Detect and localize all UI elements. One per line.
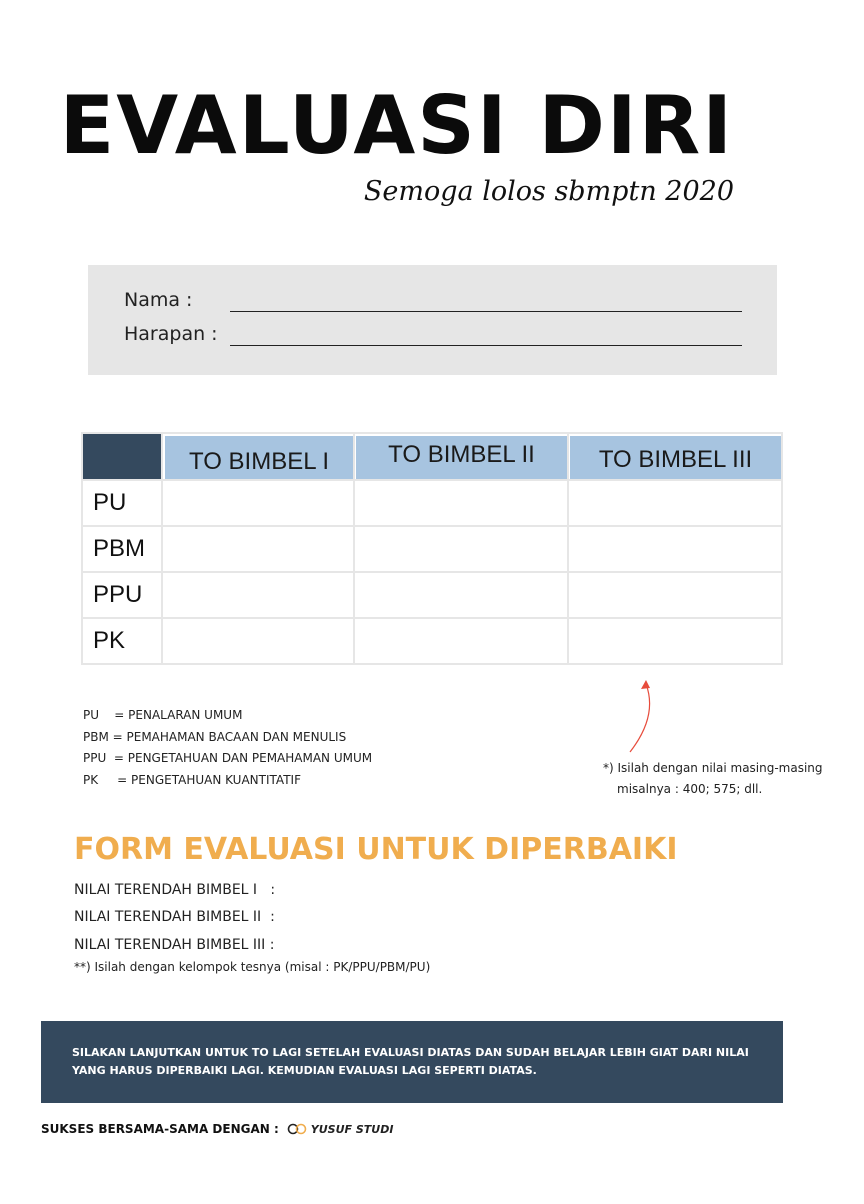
score-cell[interactable] bbox=[355, 619, 567, 663]
hope-label: Harapan : bbox=[124, 323, 218, 345]
form-note: **) Isilah dengan kelompok tesnya (misal : PK/PPU/PBM/PU) bbox=[74, 960, 431, 974]
legend-item: PBM = PEMAHAMAN BACAAN DAN MENULIS bbox=[83, 729, 347, 744]
score-cell[interactable] bbox=[569, 481, 781, 525]
legend-item: PPU = PENGETAHUAN DAN PEMAHAMAN UMUM bbox=[83, 751, 373, 765]
hope-field[interactable] bbox=[230, 344, 742, 346]
score-cell[interactable] bbox=[163, 527, 353, 571]
brand-logo-icon bbox=[287, 1122, 307, 1136]
instruction-banner bbox=[41, 1021, 783, 1103]
row-label-ppu: PPU bbox=[93, 581, 143, 608]
name-field[interactable] bbox=[230, 310, 742, 312]
score-cell[interactable] bbox=[355, 481, 567, 525]
hope-row bbox=[124, 323, 218, 345]
score-table bbox=[81, 432, 783, 665]
page-title: EVALUASI DIRI bbox=[59, 79, 734, 172]
score-cell[interactable] bbox=[355, 527, 567, 571]
name-row bbox=[124, 289, 192, 311]
form-line-bimbel3: NILAI TERENDAH BIMBEL III : bbox=[74, 937, 275, 953]
col-header-to1: TO BIMBEL I bbox=[165, 436, 353, 479]
form-title: FORM EVALUASI UNTUK DIPERBAIKI bbox=[74, 832, 678, 867]
form-line-bimbel1: NILAI TERENDAH BIMBEL I : bbox=[74, 882, 276, 898]
abbreviation-legend bbox=[83, 708, 372, 794]
name-label: Nama : bbox=[124, 289, 193, 311]
legend-item: PK = PENGETAHUAN KUANTITATIF bbox=[83, 772, 301, 787]
score-cell[interactable] bbox=[163, 481, 353, 525]
table-corner bbox=[83, 434, 163, 479]
form-line-bimbel2: NILAI TERENDAH BIMBEL II : bbox=[74, 909, 275, 925]
col-header-to2: TO BIMBEL II bbox=[356, 436, 567, 479]
banner-line2: YANG HARUS DIPERBAIKI LAGI. KEMUDIAN EVALUASI LAGI SEPERTI DIATAS. bbox=[72, 1064, 537, 1077]
row-label-pbm: PBM bbox=[93, 535, 146, 562]
brand-name: YUSUF STUDI bbox=[310, 1122, 394, 1136]
score-note-line2: misalnya : 400; 575; dll. bbox=[617, 782, 763, 796]
footer bbox=[41, 1122, 393, 1136]
score-cell[interactable] bbox=[163, 573, 353, 617]
identity-box bbox=[88, 265, 777, 375]
footer-text: SUKSES BERSAMA-SAMA DENGAN : bbox=[41, 1122, 279, 1136]
score-note bbox=[603, 758, 823, 800]
col-header-to3: TO BIMBEL III bbox=[570, 436, 781, 479]
page-subtitle: Semoga lolos sbmptn 2020 bbox=[363, 176, 734, 207]
score-cell[interactable] bbox=[569, 573, 781, 617]
row-label-pk: PK bbox=[93, 627, 126, 654]
curved-arrow-icon bbox=[622, 676, 662, 758]
brand-logo bbox=[287, 1122, 394, 1136]
score-cell[interactable] bbox=[163, 619, 353, 663]
score-cell[interactable] bbox=[355, 573, 567, 617]
score-cell[interactable] bbox=[569, 527, 781, 571]
legend-item: PU = PENALARAN UMUM bbox=[83, 708, 243, 722]
row-label-pu: PU bbox=[93, 489, 127, 516]
banner-line1: SILAKAN LANJUTKAN UNTUK TO LAGI SETELAH EVALUASI DIATAS DAN SUDAH BELAJAR LEBIH GIAT DARI NILAI bbox=[72, 1046, 749, 1059]
score-cell[interactable] bbox=[569, 619, 781, 663]
score-note-line1: *) Isilah dengan nilai masing-masing bbox=[603, 761, 823, 775]
